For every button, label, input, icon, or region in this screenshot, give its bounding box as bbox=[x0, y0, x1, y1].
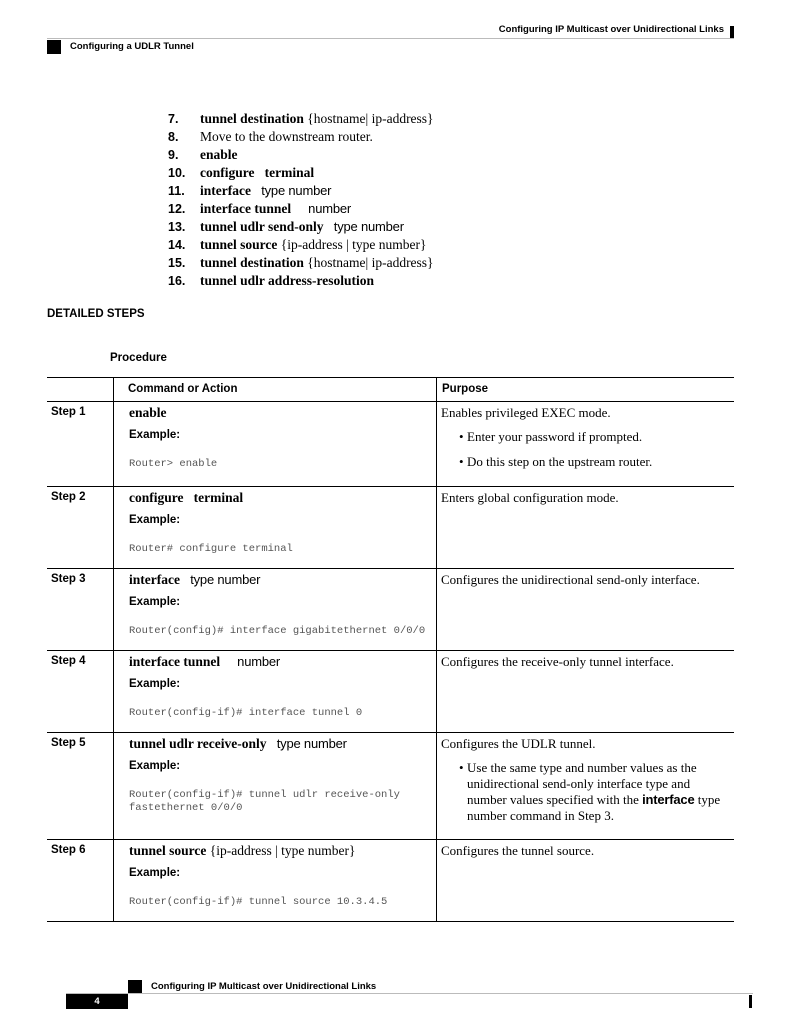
example-code: Router> enable bbox=[129, 458, 218, 470]
example-label: Example: bbox=[129, 514, 181, 526]
summary-step bbox=[168, 110, 434, 128]
step-number: 13. bbox=[168, 220, 186, 234]
command-keyword: interface bbox=[129, 572, 180, 587]
example-label: Example: bbox=[129, 760, 181, 772]
command-cell bbox=[114, 840, 437, 922]
table-row bbox=[47, 487, 734, 569]
summary-steps-list bbox=[168, 110, 434, 290]
step-label: Step 2 bbox=[51, 491, 86, 503]
step-number: 16. bbox=[168, 274, 186, 288]
summary-step bbox=[168, 218, 434, 236]
procedure-table bbox=[47, 377, 734, 922]
step-number: 10. bbox=[168, 166, 186, 180]
running-header-chapter: Configuring IP Multicast over Unidirectional Links bbox=[498, 24, 724, 35]
step-number: 7. bbox=[168, 112, 179, 126]
command-cell bbox=[114, 487, 437, 569]
command-cell bbox=[114, 402, 437, 487]
step-command: tunnel destination bbox=[200, 111, 304, 126]
bullet-text: Enter your password if prompted. bbox=[467, 429, 643, 444]
command-keyword: tunnel udlr receive-only bbox=[129, 736, 267, 751]
step-command: tunnel source bbox=[200, 237, 278, 252]
purpose-cell bbox=[437, 733, 735, 840]
purpose-cell bbox=[437, 402, 735, 487]
command bbox=[129, 842, 436, 860]
command-args: number bbox=[220, 654, 281, 669]
command bbox=[129, 571, 436, 589]
step-command: tunnel destination bbox=[200, 255, 304, 270]
step-command: tunnel udlr address-resolution bbox=[200, 273, 375, 288]
step-label: Step 5 bbox=[51, 737, 86, 749]
footer-title: Configuring IP Multicast over Unidirectional Links bbox=[151, 981, 377, 992]
example-code: Router(config)# interface gigabitethernet 0/0/0 bbox=[129, 625, 426, 637]
table-row bbox=[47, 840, 734, 922]
table-header-row bbox=[47, 378, 734, 402]
summary-step bbox=[168, 254, 434, 272]
footer-bar-mark bbox=[749, 995, 752, 1008]
step-command: tunnel udlr send-only bbox=[200, 219, 324, 234]
command-keyword: configure terminal bbox=[129, 490, 244, 505]
table-row bbox=[47, 733, 734, 840]
purpose-cell bbox=[437, 651, 735, 733]
example-code: Router(config-if)# tunnel source 10.3.4.5 bbox=[129, 896, 388, 908]
bullet-item: • Use the same type and number values as the unidirectional send-only interface type and number values specified with the interface type number command in Step 3. bbox=[459, 760, 721, 823]
summary-step bbox=[168, 200, 434, 218]
command-args: type number bbox=[266, 736, 347, 751]
bullet-text: Do this step on the upstream router. bbox=[467, 454, 653, 469]
example-label: Example: bbox=[129, 429, 181, 441]
command-args: {ip-address | type number} bbox=[206, 843, 356, 858]
table-row bbox=[47, 402, 734, 487]
example-code: Router# configure terminal bbox=[129, 543, 293, 555]
summary-step bbox=[168, 236, 434, 254]
step-command: interface bbox=[200, 183, 251, 198]
summary-step bbox=[168, 146, 434, 164]
purpose-text: Configures the receive-only tunnel interface. bbox=[441, 654, 674, 669]
example-code: Router(config-if)# interface tunnel 0 bbox=[129, 707, 363, 719]
step-number: 14. bbox=[168, 238, 186, 252]
purpose-bullets bbox=[441, 760, 734, 824]
procedure-heading: Procedure bbox=[110, 352, 167, 364]
bullet-item: • Do this step on the upstream router. bbox=[459, 454, 653, 469]
command-keyword: enable bbox=[129, 405, 167, 420]
step-number: 8. bbox=[168, 130, 179, 144]
step-args: type number bbox=[250, 183, 332, 198]
step-label: Step 1 bbox=[51, 406, 86, 418]
purpose-cell bbox=[437, 569, 735, 651]
step-command: interface tunnel bbox=[200, 201, 292, 216]
example-label: Example: bbox=[129, 596, 181, 608]
step-number: 12. bbox=[168, 202, 186, 216]
purpose-cell bbox=[437, 840, 735, 922]
step-command: configure terminal bbox=[200, 165, 315, 180]
running-header-section: Configuring a UDLR Tunnel bbox=[70, 41, 194, 52]
step-command: enable bbox=[200, 147, 238, 162]
footer-marker bbox=[128, 980, 142, 994]
step-args: number bbox=[291, 201, 352, 216]
bullet-item: • Enter your password if prompted. bbox=[459, 429, 643, 444]
purpose-text: Configures the tunnel source. bbox=[441, 843, 595, 858]
example-label: Example: bbox=[129, 867, 181, 879]
step-number: 9. bbox=[168, 148, 179, 162]
command bbox=[129, 735, 436, 753]
command-cell bbox=[114, 733, 437, 840]
header-section-marker bbox=[47, 40, 61, 54]
summary-step bbox=[168, 272, 434, 290]
step-args: {hostname| ip-address} bbox=[303, 111, 434, 126]
command-column-header: Command or Action bbox=[114, 378, 437, 402]
step-label: Step 6 bbox=[51, 844, 86, 856]
purpose-text: Enables privileged EXEC mode. bbox=[441, 405, 611, 420]
detailed-steps-heading: DETAILED STEPS bbox=[47, 308, 145, 320]
purpose-text: Configures the UDLR tunnel. bbox=[441, 736, 596, 751]
header-divider bbox=[47, 38, 734, 39]
step-args: {hostname| ip-address} bbox=[303, 255, 434, 270]
table-row bbox=[47, 651, 734, 733]
summary-step bbox=[168, 128, 434, 146]
step-number: 11. bbox=[168, 184, 185, 198]
command bbox=[129, 653, 436, 671]
table-row bbox=[47, 569, 734, 651]
step-text: Move to the downstream router. bbox=[200, 129, 373, 144]
bullet-text-end: type number command in Step 3. bbox=[467, 792, 721, 823]
footer-divider bbox=[66, 993, 753, 994]
summary-step bbox=[168, 182, 434, 200]
purpose-column-header: Purpose bbox=[437, 378, 735, 402]
bullet-text: Use the same type and number values as the unidirectional send-only interface type and number values specified with the bbox=[467, 760, 697, 807]
command bbox=[129, 404, 436, 422]
step-label: Step 3 bbox=[51, 573, 86, 585]
purpose-text: Configures the unidirectional send-only interface. bbox=[441, 572, 700, 587]
step-args: {ip-address | type number} bbox=[277, 237, 427, 252]
purpose-bullets bbox=[441, 429, 734, 470]
example-label: Example: bbox=[129, 678, 181, 690]
command bbox=[129, 489, 436, 507]
step-label: Step 4 bbox=[51, 655, 86, 667]
command-cell bbox=[114, 569, 437, 651]
command-cell bbox=[114, 651, 437, 733]
step-args: type number bbox=[323, 219, 404, 234]
bullet-keyword: interface bbox=[642, 792, 695, 807]
purpose-text: Enters global configuration mode. bbox=[441, 490, 619, 505]
step-number: 15. bbox=[168, 256, 186, 270]
page-number: 4 bbox=[66, 994, 128, 1009]
summary-step bbox=[168, 164, 434, 182]
step-column-header bbox=[47, 378, 114, 402]
purpose-cell bbox=[437, 487, 735, 569]
command-keyword: tunnel source bbox=[129, 843, 207, 858]
command-keyword: interface tunnel bbox=[129, 654, 221, 669]
command-args: type number bbox=[179, 572, 261, 587]
example-code: Router(config-if)# tunnel udlr receive-only fastethernet 0/0/0 bbox=[129, 789, 400, 814]
header-bar-mark bbox=[730, 26, 734, 38]
